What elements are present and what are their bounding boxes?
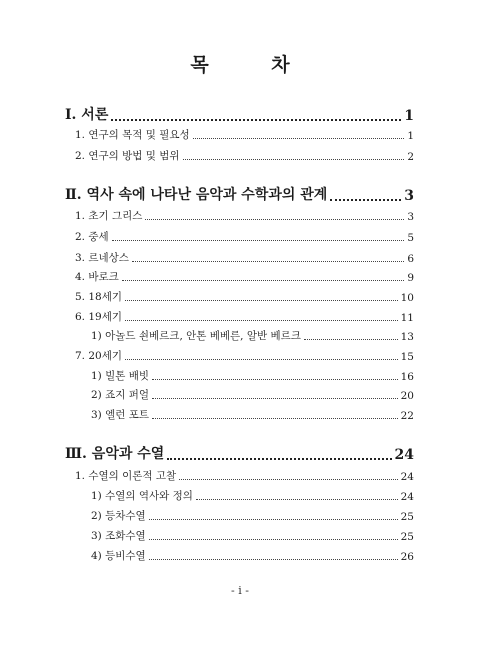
toc-entry-page: 10 xyxy=(400,292,414,304)
toc-entry-page: 6 xyxy=(407,253,414,265)
toc-entry-page: 3 xyxy=(404,188,414,204)
toc-entry xyxy=(75,289,414,304)
toc-entry xyxy=(91,407,414,422)
toc-entry-page: 5 xyxy=(407,232,414,244)
dot-leader xyxy=(167,458,391,460)
toc-entry xyxy=(91,548,414,563)
toc-entry xyxy=(75,468,414,483)
dot-leader xyxy=(304,339,398,340)
toc-entry-page: 1 xyxy=(407,130,414,142)
toc-entry-label: 1) 수열의 역사와 정의 xyxy=(91,490,193,502)
toc-entry-page: 25 xyxy=(400,511,414,523)
toc-entry-page: 15 xyxy=(400,351,414,363)
dot-leader xyxy=(112,240,405,241)
toc-entry-chapter-2 xyxy=(65,184,414,204)
dot-leader xyxy=(149,559,398,560)
dot-leader xyxy=(193,138,405,139)
toc-entry-label: Ⅲ. 음악과 수열 xyxy=(65,446,165,462)
toc-entry-page: 24 xyxy=(400,471,414,483)
toc-entry-label: 4) 등비수열 xyxy=(91,550,146,562)
toc-entry xyxy=(75,348,414,363)
toc-entry-chapter-3 xyxy=(65,443,414,463)
toc-entry xyxy=(91,328,414,343)
dot-leader xyxy=(196,499,398,500)
toc-entry-label: 3. 르네상스 xyxy=(75,252,129,264)
toc-entry-label: 7. 20세기 xyxy=(75,350,123,362)
toc-entry-label: 2) 등차수열 xyxy=(91,510,146,522)
dot-leader xyxy=(125,359,398,360)
toc-entry xyxy=(75,148,414,163)
toc-entry-page: 2 xyxy=(407,151,414,163)
dot-leader xyxy=(179,479,397,480)
toc-entry-page: 22 xyxy=(400,410,414,422)
toc-entry-label: 1. 수열의 이론적 고찰 xyxy=(75,470,177,482)
toc-entry-page: 9 xyxy=(407,272,414,284)
toc-entry-chapter-1 xyxy=(65,104,414,124)
toc-entry-label: 1. 연구의 목적 및 필요성 xyxy=(75,129,190,141)
toc-entry xyxy=(75,250,414,265)
toc-entry-label: 2. 중세 xyxy=(75,231,109,243)
toc-entry-label: 1) 아놀드 쇤베르크, 안톤 베베른, 알반 베르크 xyxy=(91,330,301,342)
toc-entry xyxy=(91,387,414,402)
dot-leader xyxy=(111,119,401,121)
toc-entry xyxy=(91,368,414,383)
toc-entry-label: 4. 바로크 xyxy=(75,271,119,283)
dot-leader xyxy=(149,519,398,520)
toc-entry xyxy=(75,229,414,244)
dot-leader xyxy=(145,219,404,220)
dot-leader xyxy=(125,300,398,301)
page-title: 목 차 xyxy=(190,54,318,76)
dot-leader xyxy=(152,379,398,380)
toc-entry xyxy=(75,208,414,223)
toc-entry xyxy=(75,269,414,284)
dot-leader xyxy=(152,398,398,399)
toc-entry-label: 2) 죠지 퍼얼 xyxy=(91,389,150,401)
toc-entry-page: 16 xyxy=(400,371,414,383)
toc-entry-page: 3 xyxy=(407,211,414,223)
toc-entry-page: 25 xyxy=(400,531,414,543)
toc-entry-label: Ⅰ. 서론 xyxy=(65,107,109,123)
toc-entry xyxy=(75,309,414,324)
dot-leader xyxy=(132,261,404,262)
toc-entry xyxy=(75,127,414,142)
toc-entry-label: 3) 엘런 포트 xyxy=(91,409,150,421)
toc-entry-label: 6. 19세기 xyxy=(75,311,123,323)
toc-entry-page: 13 xyxy=(400,331,414,343)
dot-leader xyxy=(122,280,405,281)
toc-entry-label: Ⅱ. 역사 속에 나타난 음악과 수학과의 관계 xyxy=(65,187,328,203)
dot-leader xyxy=(183,159,405,160)
toc-entry-label: 5. 18세기 xyxy=(75,291,123,303)
dot-leader xyxy=(152,418,398,419)
toc-entry-page: 26 xyxy=(400,551,414,563)
toc-entry-page: 1 xyxy=(404,108,414,124)
toc-entry-label: 2. 연구의 방법 및 범위 xyxy=(75,150,180,162)
toc-entry-page: 20 xyxy=(400,390,414,402)
dot-leader xyxy=(149,539,398,540)
toc-entry-page: 24 xyxy=(400,491,414,503)
toc-entry-label: 3) 조화수열 xyxy=(91,530,146,542)
page-number-footer: - i - xyxy=(231,584,249,597)
toc-entry xyxy=(91,528,414,543)
dot-leader xyxy=(125,320,398,321)
toc-entry-page: 24 xyxy=(394,447,414,463)
toc-entry-label: 1. 초기 그리스 xyxy=(75,210,143,222)
toc-entry-page: 11 xyxy=(400,312,414,324)
dot-leader xyxy=(330,199,401,201)
toc-entry xyxy=(91,488,414,503)
toc-entry-label: 1) 빌톤 배빗 xyxy=(91,370,150,382)
toc-entry xyxy=(91,508,414,523)
